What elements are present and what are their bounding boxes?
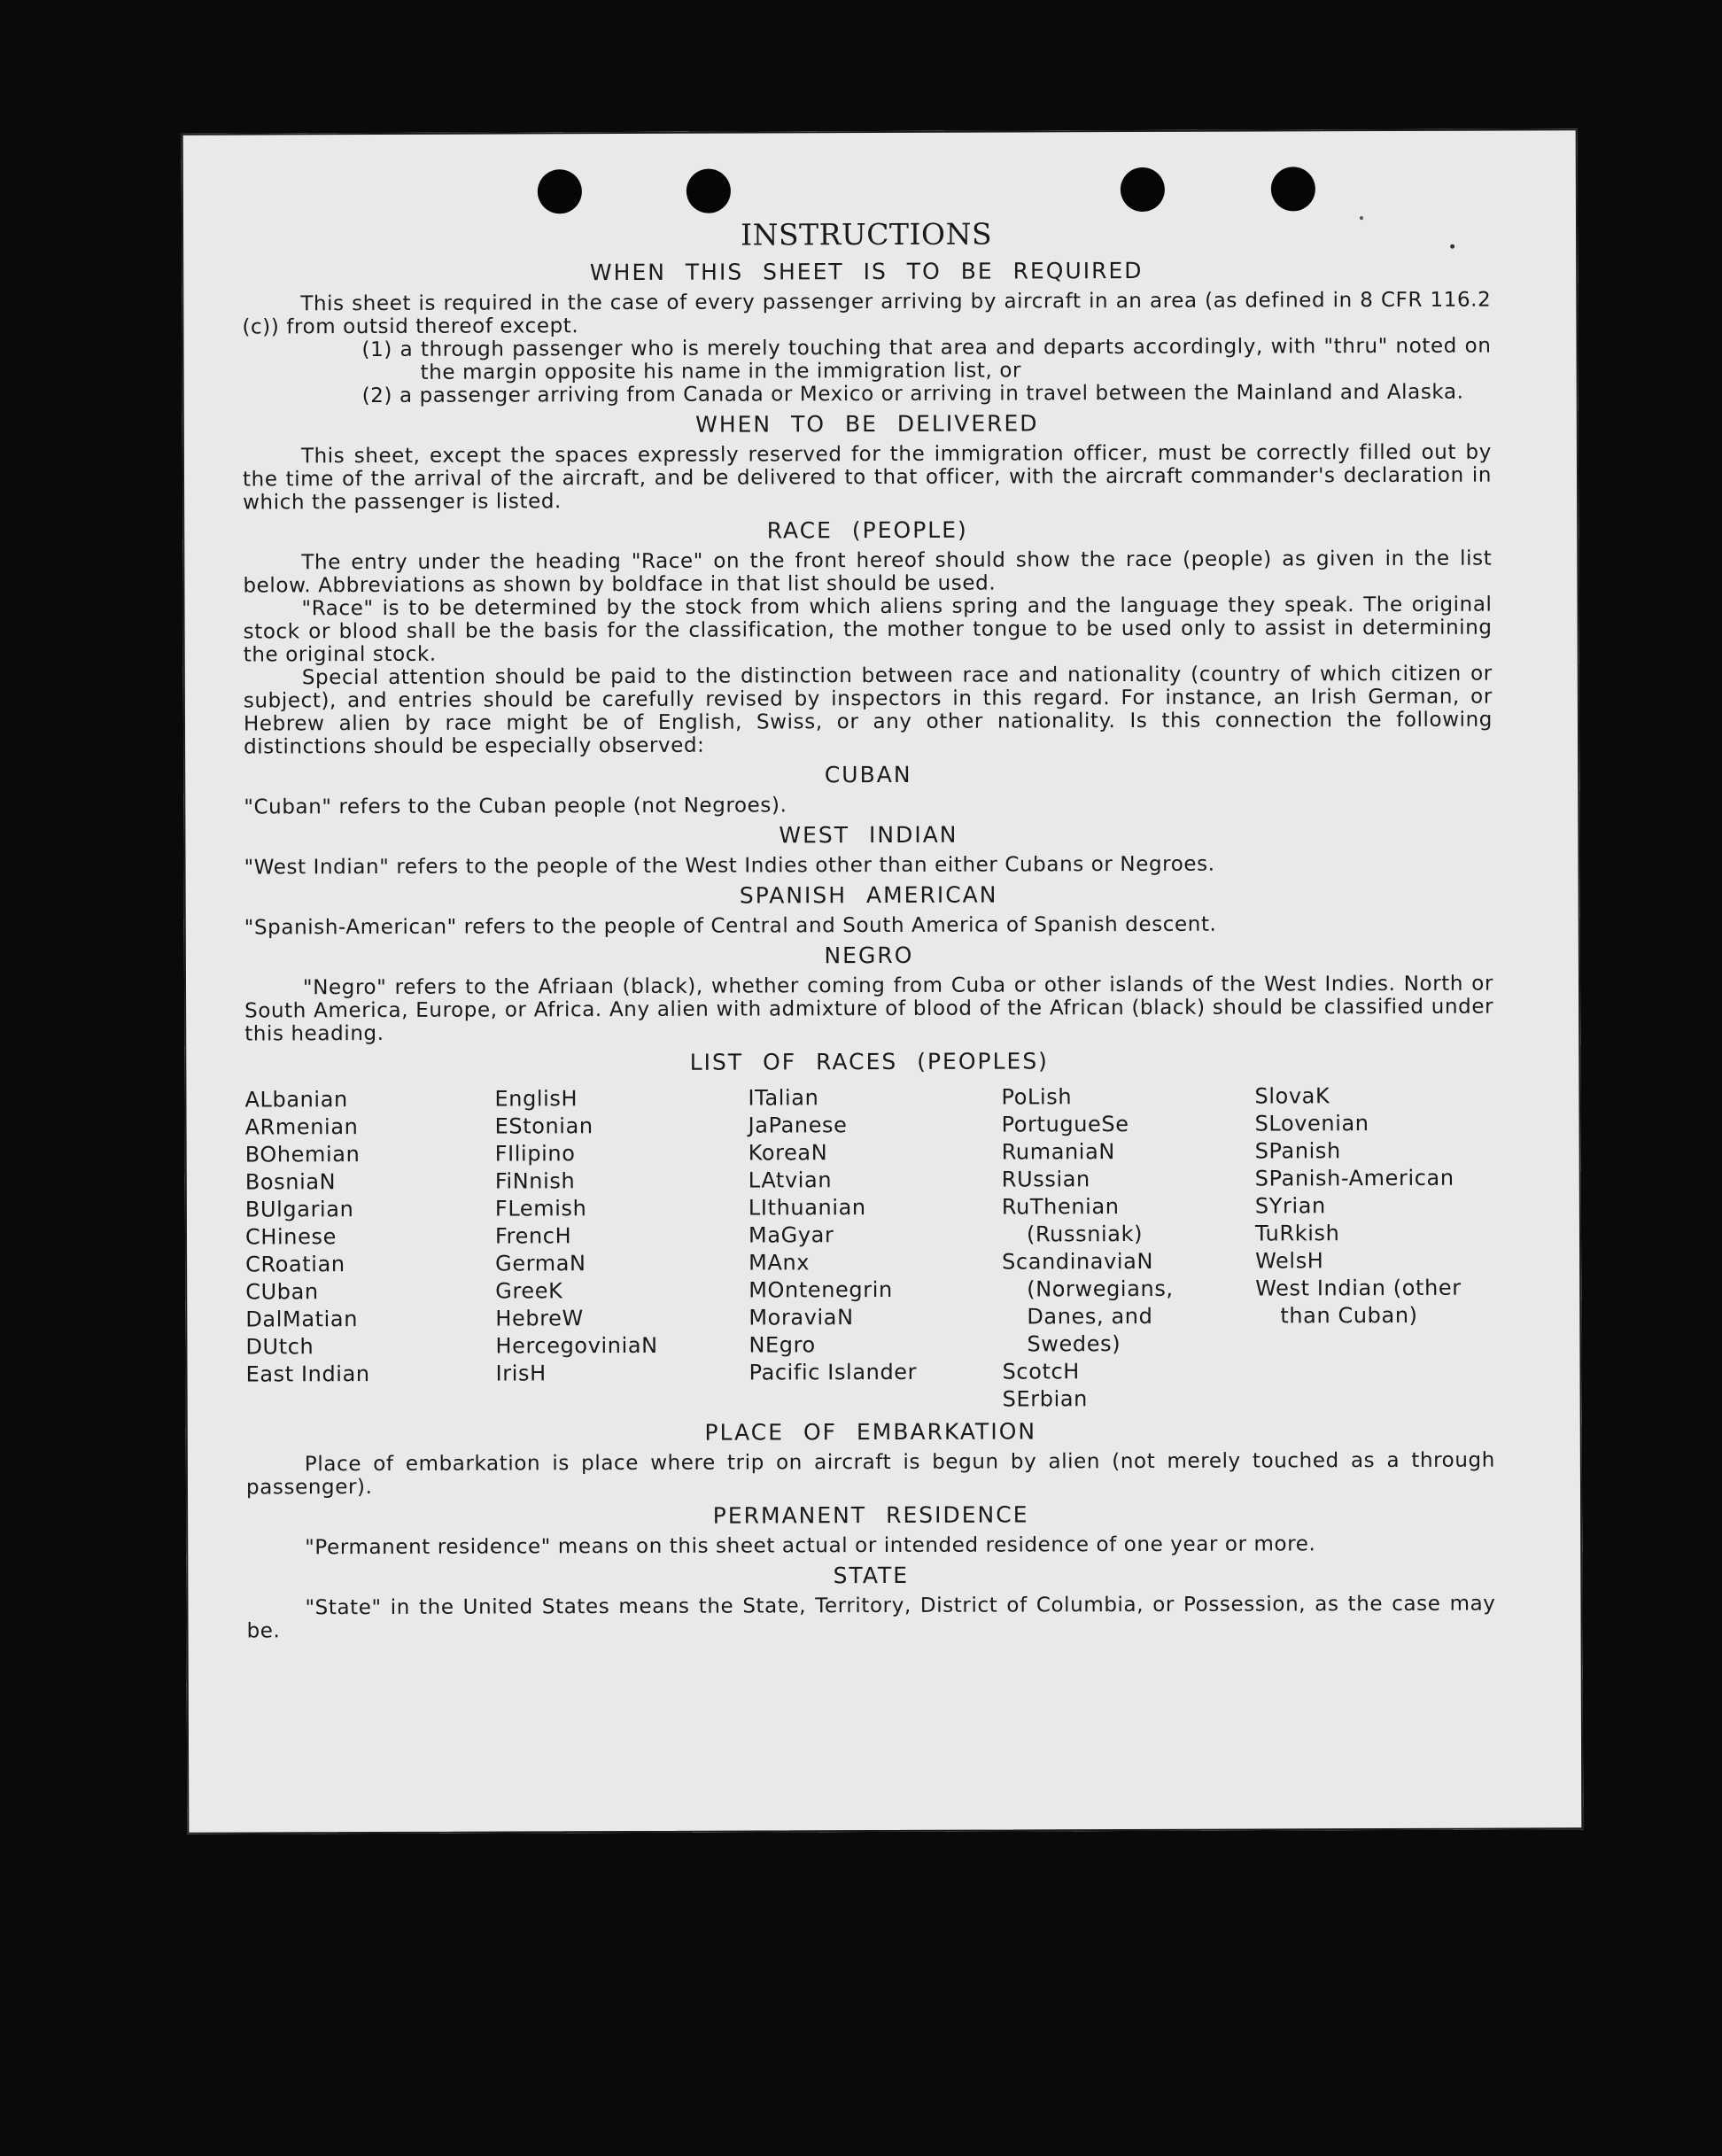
list-item: FIlipino (494, 1141, 576, 1167)
list-item: MoraviaN (749, 1305, 854, 1330)
section-heading-delivered: WHEN TO BE DELIVERED (695, 410, 1039, 438)
residence-text: "Permanent residence" means on this sheet actual or intended residence of one year or more. (305, 1532, 1316, 1560)
list-item: CHinese (244, 1224, 337, 1250)
list-item: MaGyar (748, 1222, 834, 1248)
race-column-5 (1254, 1082, 1494, 1413)
list-item: BOhemian (244, 1142, 361, 1167)
list-item: EStonian (494, 1113, 593, 1139)
section-heading-state: STATE (833, 1562, 910, 1589)
list-item: IrisH (495, 1361, 547, 1386)
west-indian-text: "West Indian" refers to the people of the West Indies other than either Cubans or Negroes. (244, 852, 1215, 880)
list-item: SPanish-American (1254, 1165, 1454, 1191)
list-item: JaPanese (748, 1113, 848, 1138)
list-item: GreeK (495, 1278, 563, 1304)
list-item: DUtch (245, 1334, 314, 1360)
list-item: SYrian (1254, 1193, 1326, 1219)
list-item: BosniaN (244, 1169, 337, 1195)
list-item: CRoatian (245, 1252, 345, 1277)
section-heading-residence: PERMANENT RESIDENCE (712, 1501, 1029, 1529)
page-title: INSTRUCTIONS (740, 216, 993, 252)
list-item: FiNnish (494, 1168, 576, 1194)
list-item: HercegoviniaN (495, 1332, 658, 1359)
negro-text: "Negro" refers to the Afriaan (black), whether coming from Cuba or other islands of the West Indies. North or South America, Europe, or Africa. Any alien with admixture of blood of the African (black) should be classified under this heading. (244, 972, 1494, 1046)
list-item: ScandinaviaN (Norwegians, Danes, and Swedes) (1002, 1248, 1174, 1357)
race-column-3 (748, 1084, 1002, 1415)
section-heading-race: RACE (PEOPLE) (766, 516, 968, 544)
list-item: TuRkish (1254, 1221, 1340, 1246)
list-item: RUssian (1001, 1167, 1090, 1192)
section-heading-west-indian: WEST INDIAN (779, 821, 958, 849)
list-item: CUban (245, 1279, 319, 1305)
required-item-2: (2) a passenger arriving from Canada or Mexico or arriving in travel between the Mainland and Alaska. (361, 380, 1464, 408)
list-item: MOntenegrin (749, 1276, 893, 1303)
list-item: ARmenian (244, 1114, 359, 1140)
race-paragraph-1: The entry under the heading "Race" on the front hereof should show the race (people) as given in the list below. Abbreviations as shown by boldface in that list should be used. (243, 547, 1493, 598)
section-heading-spanish-american: SPANISH AMERICAN (739, 881, 998, 909)
punch-hole (538, 169, 582, 213)
list-item: FLemish (494, 1196, 587, 1221)
list-item: ITalian (748, 1085, 819, 1111)
punch-hole (1271, 167, 1315, 211)
list-item: KoreaN (748, 1140, 828, 1166)
required-intro: This sheet is required in the case of every passenger arriving by aircraft in an area (as defined in 8 CFR 116.2 (c)) from outsid thereof except. (242, 288, 1492, 339)
list-item: FrencH (494, 1223, 572, 1249)
list-item: PortugueSe (1001, 1112, 1129, 1137)
list-item: West Indian (other than Cuban) (1255, 1275, 1462, 1329)
punch-hole (686, 169, 731, 213)
list-item: SErbian (1002, 1386, 1088, 1412)
instructions-content (242, 214, 1496, 1643)
race-paragraph-2: "Race" is to be determined by the stock from which aliens spring and the language they speak. The original stock or blood shall be the basis for the classification, the mother tongue to be used only to assist in determining the original stock. (243, 593, 1493, 667)
list-item: GermaN (495, 1251, 586, 1276)
list-item: BUlgarian (244, 1197, 354, 1222)
list-item: RumaniaN (1001, 1139, 1115, 1165)
list-item: SLovenian (1254, 1111, 1369, 1136)
list-item: EnglisH (494, 1086, 578, 1112)
list-item: SlovaK (1254, 1083, 1330, 1109)
list-item: LAtvian (748, 1167, 833, 1193)
list-item: DalMatian (245, 1307, 359, 1332)
list-item: Pacific Islander (749, 1359, 918, 1385)
race-column-4 (1001, 1083, 1255, 1414)
list-item: HebreW (495, 1306, 584, 1331)
list-item: NEgro (749, 1332, 816, 1358)
section-heading-list: LIST OF RACES (PEOPLES) (689, 1048, 1049, 1075)
list-item: MAnx (749, 1250, 811, 1276)
state-text: "State" in the United States means the State, Territory, District of Columbia, or Possession, as the case may be. (246, 1592, 1496, 1643)
race-list (244, 1082, 1494, 1416)
spanish-american-text: "Spanish-American" refers to the people of Central and South America of Spanish descent. (244, 912, 1217, 940)
list-item: PoLish (1001, 1084, 1073, 1110)
section-heading-embarkation: PLACE OF EMBARKATION (704, 1418, 1037, 1446)
list-item: SPanish (1254, 1138, 1341, 1164)
list-item: ScotcH (1002, 1359, 1080, 1384)
required-item-1: (1) a through passenger who is merely touching that area and departs accordingly, with "thru" noted on the margin opposite his name in the immigration list, or (361, 334, 1492, 384)
section-heading-negro: NEGRO (824, 942, 914, 969)
race-paragraph-3: Special attention should be paid to the distinction between race and nationality (country of which citizen or subject), and entries should be carefully revised by inspectors in this regard. For instance, an Irish German, or Hebrew alien by race might be of English, Swiss, or any other nationality. Is this connection the following distinctions should be especially observed: (243, 662, 1493, 759)
list-item: RuThenian (Russniak) (1001, 1194, 1144, 1247)
cuban-text: "Cuban" refers to the Cuban people (not Negroes). (244, 794, 787, 819)
document-sheet (182, 128, 1584, 1834)
embarkation-text: Place of embarkation is place where trip on aircraft is begun by alien (not merely touched as a through passenger). (245, 1448, 1495, 1500)
race-column-2 (494, 1085, 749, 1415)
list-item: ALbanian (244, 1087, 348, 1113)
section-heading-required: WHEN THIS SHEET IS TO BE REQUIRED (589, 257, 1144, 286)
list-item: WelsH (1255, 1248, 1324, 1274)
punch-hole (1121, 167, 1165, 212)
delivered-text: This sheet, except the spaces expressly reserved for the immigration officer, must be correctly filled out by the time of the arrival of the aircraft, and be delivered to that officer, with the aircraft commander's declaration in which the passenger is listed. (242, 440, 1493, 515)
race-column-1 (244, 1086, 495, 1416)
list-item: LIthuanian (748, 1195, 866, 1221)
section-heading-cuban: CUBAN (824, 761, 912, 788)
list-item: East Indian (245, 1361, 370, 1387)
